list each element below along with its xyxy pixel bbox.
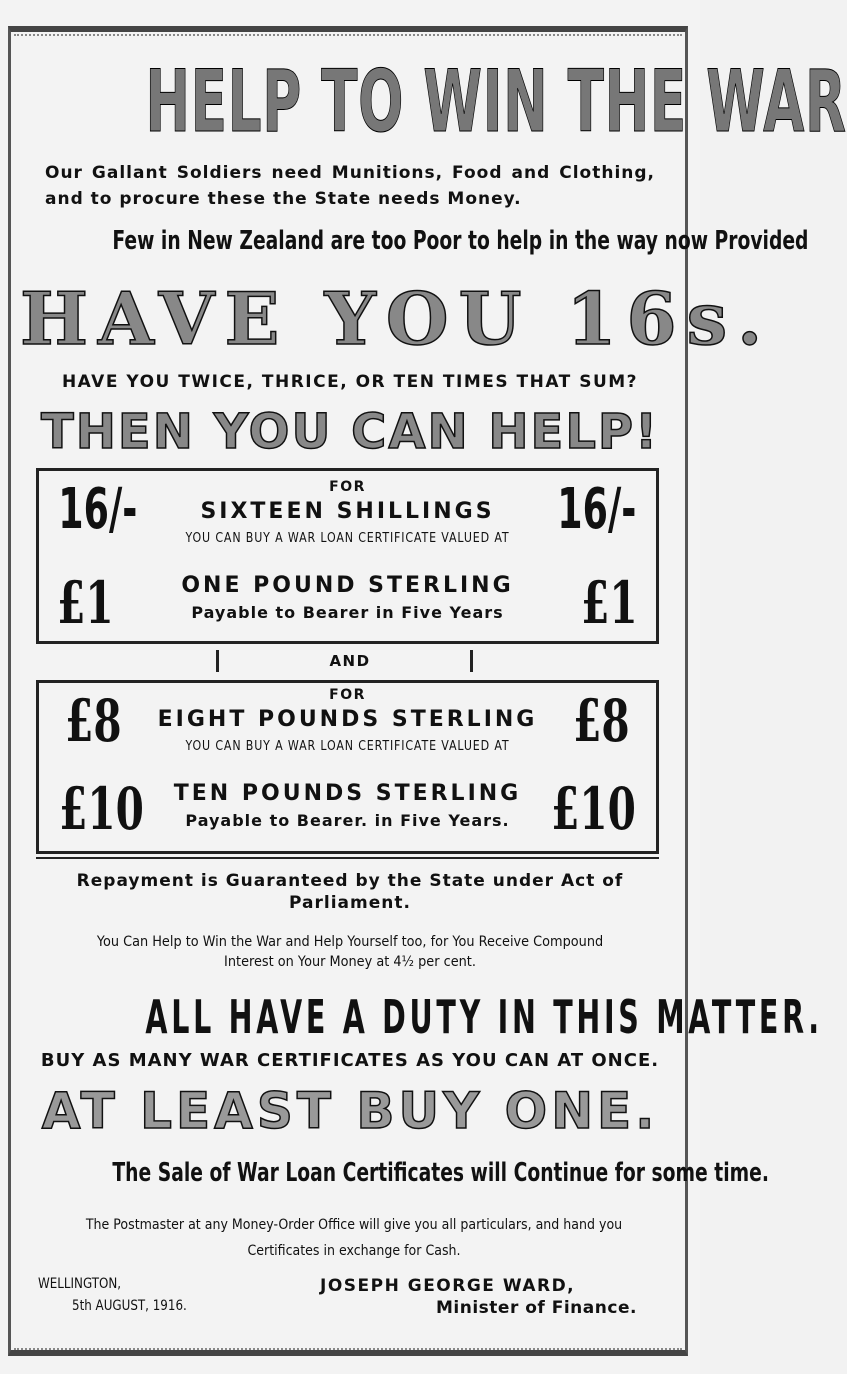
have-twice-line: HAVE YOU TWICE, THRICE, OR TEN TIMES THAT SUM? (61, 372, 639, 392)
box1-amount: SIXTEEN SHILLINGS (200, 499, 495, 524)
sixteen-shillings-box (36, 468, 659, 644)
headline: HELP TO WIN THE WAR (145, 52, 847, 152)
box1-buy-line: YOU CAN BUY A WAR LOAN CERTIFICATE VALUED AT (185, 531, 510, 546)
box1-value: ONE POUND STERLING (181, 573, 514, 598)
buy-as-many-line: BUY AS MANY WAR CERTIFICATES AS YOU CAN AT ONCE. (40, 1050, 660, 1071)
box2-left-top-price: £8 (65, 687, 122, 755)
have-you-16s-heading: HAVE YOU 16s. (20, 276, 773, 361)
box1-left-bottom-value: £1 (57, 569, 114, 637)
box1-payable: Payable to Bearer in Five Years (191, 603, 504, 622)
all-have-a-duty-heading: ALL HAVE A DUTY IN THIS MATTER. (145, 990, 823, 1044)
box1-right-bottom-value: £1 (581, 569, 638, 637)
box2-right-top-price: £8 (573, 687, 630, 755)
repayment-guarantee: Repayment is Guaranteed by the State under Act of Parliament. (76, 871, 624, 913)
sale-continue-line: The Sale of War Loan Certificates will Continue for some time. (112, 1158, 769, 1188)
signatory-title: Minister of Finance. (436, 1298, 637, 1318)
intro-text: Our Gallant Soldiers need Munitions, Food and Clothing, and to procure these the State needs Money. (45, 163, 655, 209)
box2-right-bottom-value: £10 (551, 775, 636, 843)
box2-buy-line: YOU CAN BUY A WAR LOAN CERTIFICATE VALUED AT (185, 739, 510, 754)
eight-pounds-box (36, 680, 659, 854)
box1-for-label: FOR (329, 479, 366, 495)
box2-amount: EIGHT POUNDS STERLING (157, 707, 538, 732)
place-line: WELLINGTON, (38, 1276, 122, 1292)
signatory-name: JOSEPH GEORGE WARD, (320, 1276, 576, 1296)
postmaster-note: The Postmaster at any Money-Order Office will give you all particulars, and hand you Certificates in exchange for Cash. (85, 1217, 623, 1259)
box1-left-top-price: 16/- (58, 477, 138, 542)
interest-note: You Can Help to Win the War and Help Yourself too, for You Receive Compound Interest on Your Money at 4½ per cent. (96, 934, 604, 970)
box2-left-bottom-value: £10 (59, 775, 144, 843)
box2-value: TEN POUNDS STERLING (173, 781, 522, 806)
few-in-new-zealand-line: Few in New Zealand are too Poor to help in the way now Provided (112, 226, 809, 256)
and-label: AND (329, 652, 371, 670)
box2-for-label: FOR (329, 687, 366, 703)
box1-right-top-price: 16/- (557, 477, 637, 542)
box2-payable: Payable to Bearer. in Five Years. (185, 811, 510, 830)
date-line: 5th AUGUST, 1916. (72, 1298, 187, 1314)
then-you-can-help-heading: THEN YOU CAN HELP! (41, 404, 659, 460)
at-least-buy-one-heading: AT LEAST BUY ONE. (41, 1082, 659, 1140)
